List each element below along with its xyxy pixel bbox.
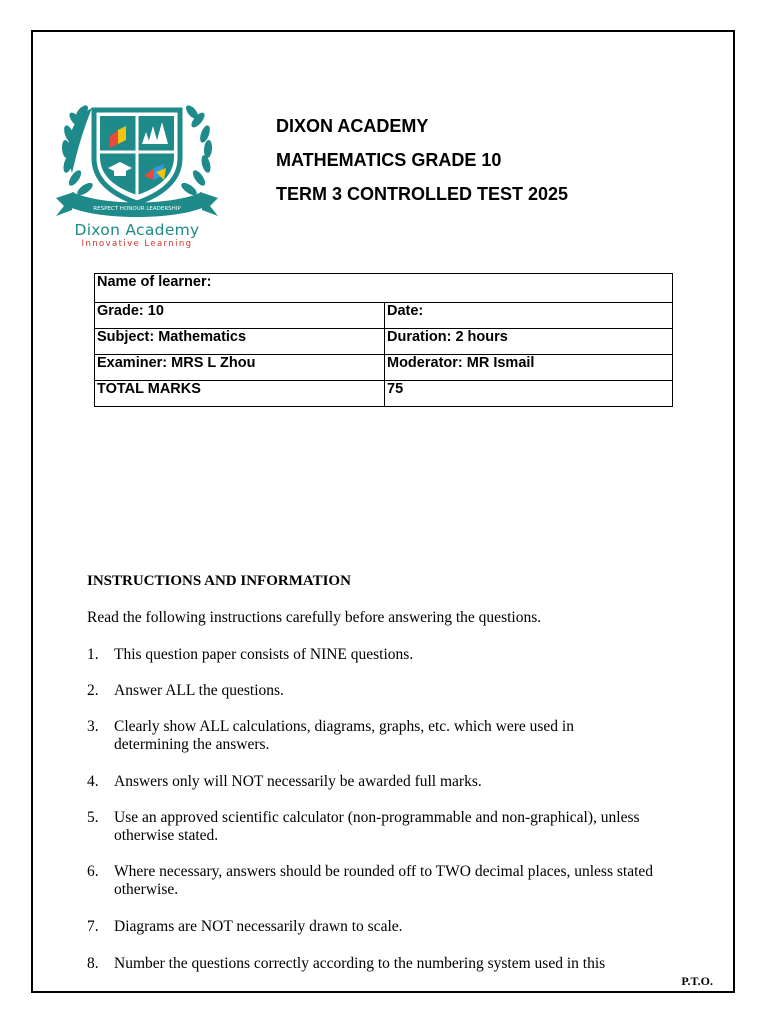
subject-title: MATHEMATICS GRADE 10 xyxy=(276,150,502,170)
item-text: Number the questions correctly according to the numbering system used in this xyxy=(114,955,606,972)
item-text: Clearly show ALL calculations, diagrams, graphs, etc. which were used in determining the answers. xyxy=(114,718,574,753)
list-item xyxy=(87,646,697,664)
school-title: DIXON ACADEMY xyxy=(276,116,429,136)
item-number: 6. xyxy=(87,863,99,880)
instructions-heading: INSTRUCTIONS AND INFORMATION xyxy=(87,573,351,589)
item-number: 3. xyxy=(87,718,99,735)
list-item xyxy=(87,773,697,791)
item-number: 4. xyxy=(87,773,99,790)
list-item xyxy=(87,809,697,845)
test-title: TERM 3 CONTROLLED TEST 2025 xyxy=(276,184,569,204)
item-number: 1. xyxy=(87,646,99,663)
item-text: Diagrams are NOT necessarily drawn to scale. xyxy=(114,918,403,935)
item-number: 7. xyxy=(87,918,99,935)
item-number: 2. xyxy=(87,682,99,699)
learner-name-field[interactable]: Name of learner: xyxy=(95,274,673,303)
item-text: Where necessary, answers should be rounded off to TWO decimal places, unless stated otherwise. xyxy=(114,863,654,898)
item-text: Use an approved scientific calculator (non-programmable and non-graphical), unless otherwise stated. xyxy=(114,809,640,844)
logo-tagline: Innovative Learning xyxy=(81,239,193,249)
logo-name: Dixon Academy xyxy=(74,221,200,239)
duration-cell: Duration: 2 hours xyxy=(385,329,673,355)
item-text: Answers only will NOT necessarily be awarded full marks. xyxy=(114,773,482,790)
moderator-cell: Moderator: MR Ismail xyxy=(385,355,673,381)
learner-info-table xyxy=(94,273,673,407)
total-marks-label: TOTAL MARKS xyxy=(95,381,385,407)
examiner-cell: Examiner: MRS L Zhou xyxy=(95,355,385,381)
banner-motto: RESPECT HONOUR LEADERSHIP xyxy=(93,206,181,212)
list-item xyxy=(87,863,677,899)
item-number: 5. xyxy=(87,809,99,826)
grade-cell: Grade: 10 xyxy=(95,303,385,329)
item-number: 8. xyxy=(87,955,99,972)
list-item xyxy=(87,718,647,754)
total-marks-value: 75 xyxy=(385,381,673,407)
list-item xyxy=(87,955,697,973)
table-row xyxy=(95,274,673,303)
table-row xyxy=(95,329,673,355)
instructions-intro: Read the following instructions carefully before answering the questions. xyxy=(87,609,542,626)
date-field[interactable]: Date: xyxy=(385,303,673,329)
list-item xyxy=(87,918,697,936)
table-row xyxy=(95,381,673,407)
item-text: Answer ALL the questions. xyxy=(114,682,284,699)
page-turn-note: P.T.O. xyxy=(681,974,713,988)
table-row xyxy=(95,355,673,381)
item-text: This question paper consists of NINE questions. xyxy=(114,646,414,663)
subject-cell: Subject: Mathematics xyxy=(95,329,385,355)
table-row xyxy=(95,303,673,329)
list-item xyxy=(87,682,697,700)
